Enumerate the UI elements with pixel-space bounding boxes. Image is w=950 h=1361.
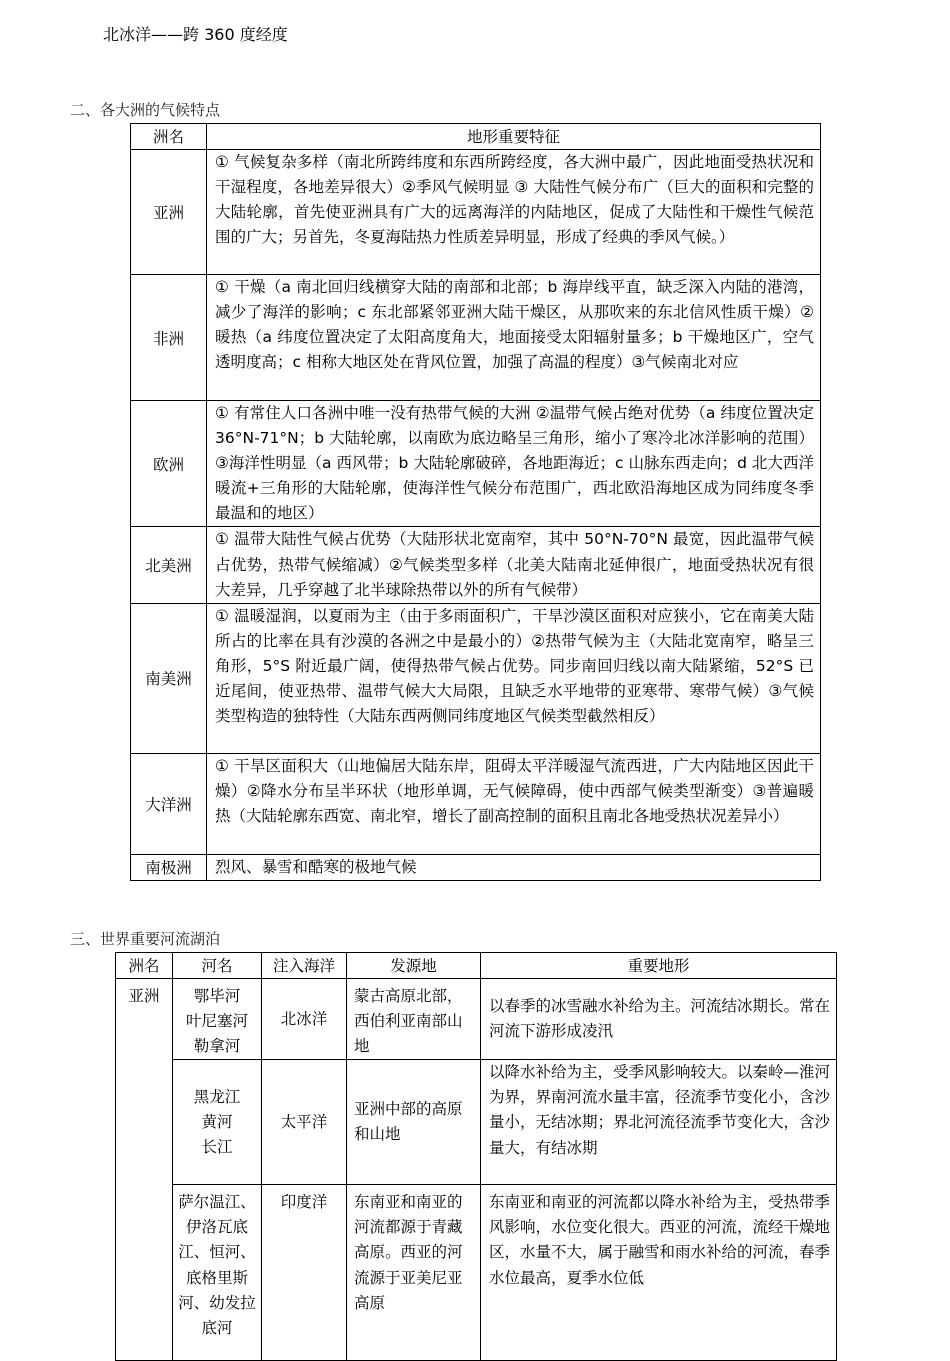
- header-feature: 地形重要特征: [207, 124, 821, 150]
- river-terrain: 以春季的冰雪融水补给为主。河流结冰期长。常在河流下游形成凌汛: [481, 979, 837, 1060]
- section-heading-rivers: 三、世界重要河流湖泊: [70, 930, 221, 948]
- river-source: 亚洲中部的高原和山地: [347, 1060, 481, 1185]
- river-source: 蒙古高原北部，西伯利亚南部山地: [347, 979, 481, 1060]
- table-row: [131, 603, 821, 753]
- table-header-row: [131, 124, 821, 150]
- table-row: [116, 979, 837, 1060]
- table-row: [131, 527, 821, 603]
- table-row: [131, 401, 821, 527]
- table-row: [131, 753, 821, 854]
- climate-feature: ① 有常住人口各洲中唯一没有热带气候的大洲 ②温带气候占绝对优势（a 纬度位置决定 36°N-71°N；b 大陆轮廓，以南欧为底边略呈三角形，缩小了寒冷北冰洋影响的范围）③海洋性明显（a 西风带；b 大陆轮廓破碎，各地距海近；c 山脉东西走向；d 北大西洋暖流+三角形的大陆轮廓，使海洋性气候分布范围广，西北欧沿海地区成为同纬度冬季最温和的地区）: [207, 401, 821, 527]
- table-row: [131, 854, 821, 880]
- table-row: [131, 275, 821, 401]
- climate-feature: 烈风、暴雪和酷寒的极地气候: [207, 854, 821, 880]
- continent-name: 大洋洲: [131, 753, 207, 854]
- climate-feature: ① 温暖湿润，以夏雨为主（由于多雨面积广，干旱沙漠区面积对应狭小，它在南美大陆所占的比率在具有沙漠的各洲之中是最小的）②热带气候为主（大陆北宽南窄，略呈三角形，5°S 附近最广阔，使得热带气候占优势。同步南回归线以南大陆紧缩，52°S 已近尾间，使亚热带、温带气候大大局限，且缺乏水平地带的亚寒带、寒带气候）③气候类型构造的独特性（大陆东西两侧同纬度地区气候类型截然相反）: [207, 603, 821, 753]
- continent-name: 北美洲: [131, 527, 207, 603]
- continent-name: 亚洲: [131, 150, 207, 275]
- header-source: 发源地: [347, 953, 481, 979]
- header-river: 河名: [173, 953, 262, 979]
- river-terrain: 以降水补给为主，受季风影响较大。以秦岭—淮河为界，界南河流水量丰富，径流季节变化小，含沙量小，无结冰期；界北河流径流季节变化大，含沙量大，有结冰期: [481, 1060, 837, 1185]
- continent-name: 南极洲: [131, 854, 207, 880]
- ocean-name: 印度洋: [262, 1185, 347, 1361]
- table-row: [116, 1185, 837, 1361]
- river-names: 鄂毕河 叶尼塞河 勒拿河: [173, 979, 262, 1060]
- header-continent: 洲名: [116, 953, 173, 979]
- river-source: 东南亚和南亚的河流都源于青藏高原。西亚的河流源于亚美尼亚高原: [347, 1185, 481, 1361]
- rivers-table: [115, 952, 837, 1361]
- climate-feature: ① 气候复杂多样（南北所跨纬度和东西所跨经度，各大洲中最广，因此地面受热状况和干湿程度，各地差异很大）②季风气候明显 ③ 大陆性气候分布广（巨大的面积和完整的大陆轮廓，首先使亚洲具有广大的远离海洋的内陆地区，促成了大陆性和干燥性气候范围的广大；另首先，冬夏海陆热力性质差异明显，形成了经典的季风气候。）: [207, 150, 821, 275]
- climate-feature: ① 干旱区面积大（山地偏居大陆东岸，阻碍太平洋暖湿气流西进，广大内陆地区因此干燥）②降水分布呈半环状（地形单调，无气候障碍，使中西部气候类型渐变）③普遍暖热（大陆轮廓东西宽、南北窄，增长了副高控制的面积且南北各地受热状况差异小）: [207, 753, 821, 854]
- river-names: 萨尔温江、伊洛瓦底江、恒河、底格里斯河、幼发拉底河: [173, 1185, 262, 1361]
- climate-feature: ① 温带大陆性气候占优势（大陆形状北宽南窄，其中 50°N-70°N 最宽，因此温带气候占优势，热带气候缩减）②气候类型多样（北美大陆南北延伸很广，地面受热状况有很大差异，几乎穿越了北半球除热带以外的所有气候带）: [207, 527, 821, 603]
- continent-name: 南美洲: [131, 603, 207, 753]
- section-heading-climate: 二、各大洲的气候特点: [70, 101, 221, 119]
- header-continent: 洲名: [131, 124, 207, 150]
- table-row: [131, 150, 821, 275]
- climate-feature: ① 干燥（a 南北回归线横穿大陆的南部和北部；b 海岸线平直，缺乏深入内陆的港湾，减少了海洋的影响；c 东北部紧邻亚洲大陆干燥区，从那吹来的东北信风性质干燥）②暖热（a 纬度位置决定了太阳高度角大，地面接受太阳辐射量多；b 干燥地区广，空气透明度高；c 相称大地区处在背风位置，加强了高温的程度）③气候南北对应: [207, 275, 821, 401]
- table-row: [116, 1060, 837, 1185]
- continent-name: 亚洲: [116, 979, 173, 1361]
- top-line-text: 北冰洋——跨 360 度经度: [103, 25, 288, 44]
- river-names: 黑龙江 黄河 长江: [173, 1060, 262, 1185]
- climate-table: [130, 123, 821, 881]
- table-header-row: [116, 953, 837, 979]
- continent-name: 欧洲: [131, 401, 207, 527]
- ocean-name: 太平洋: [262, 1060, 347, 1185]
- header-ocean: 注入海洋: [262, 953, 347, 979]
- river-terrain: 东南亚和南亚的河流都以降水补给为主，受热带季风影响，水位变化很大。西亚的河流，流经干燥地区，水量不大，属于融雪和雨水补给的河流，春季水位最高，夏季水位低: [481, 1185, 837, 1361]
- continent-name: 非洲: [131, 275, 207, 401]
- ocean-name: 北冰洋: [262, 979, 347, 1060]
- header-terrain: 重要地形: [481, 953, 837, 979]
